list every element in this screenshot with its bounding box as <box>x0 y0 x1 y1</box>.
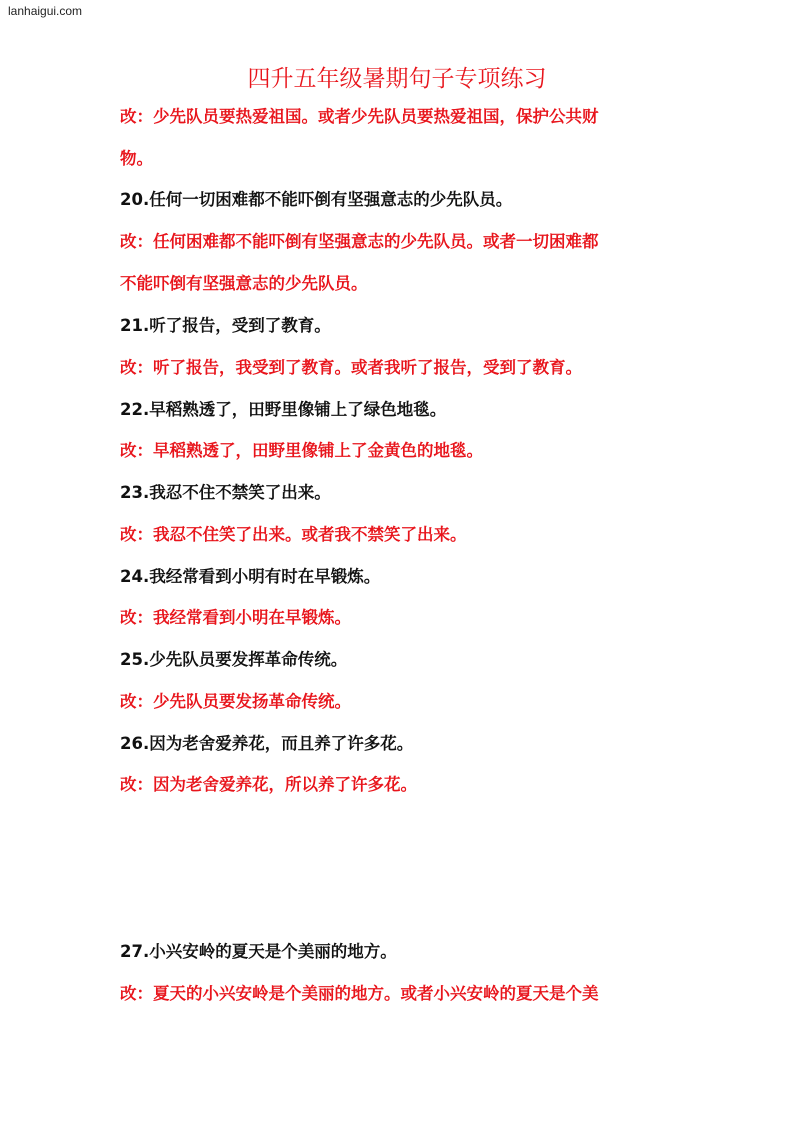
answer-line: 改：夏天的小兴安岭是个美丽的地方。或者小兴安岭的夏天是个美 <box>120 984 599 1003</box>
answer-line: 改：任何困难都不能吓倒有坚强意志的少先队员。或者一切困难都 <box>120 232 599 251</box>
answer-line: 改：少先队员要热爱祖国。或者少先队员要热爱祖国，保护公共财 <box>120 107 599 126</box>
answer-line: 改：我忍不住笑了出来。或者我不禁笑了出来。 <box>120 525 467 544</box>
answer-line: 改：少先队员要发扬革命传统。 <box>120 692 351 711</box>
question-line: 25.少先队员要发挥革命传统。 <box>120 650 348 669</box>
answer-line: 改：听了报告，我受到了教育。或者我听了报告，受到了教育。 <box>120 358 582 377</box>
answer-line: 不能吓倒有坚强意志的少先队员。 <box>120 274 368 293</box>
question-line: 23.我忍不住不禁笑了出来。 <box>120 483 331 502</box>
question-line: 27.小兴安岭的夏天是个美丽的地方。 <box>120 942 397 961</box>
page-title: 四升五年级暑期句子专项练习 <box>247 66 547 92</box>
answer-line: 物。 <box>120 149 153 168</box>
question-line: 22.早稻熟透了，田野里像铺上了绿色地毯。 <box>120 400 447 419</box>
answer-line: 改：早稻熟透了，田野里像铺上了金黄色的地毯。 <box>120 441 483 460</box>
question-line: 21.听了报告，受到了教育。 <box>120 316 331 335</box>
question-line: 24.我经常看到小明有时在早锻炼。 <box>120 567 381 586</box>
answer-line: 改：我经常看到小明在早锻炼。 <box>120 608 351 627</box>
site-watermark: lanhaigui.com <box>8 4 83 18</box>
question-line: 26.因为老舍爱养花，而且养了许多花。 <box>120 734 414 753</box>
question-line: 20.任何一切困难都不能吓倒有坚强意志的少先队员。 <box>120 190 513 209</box>
answer-line: 改：因为老舍爱养花，所以养了许多花。 <box>120 775 417 794</box>
